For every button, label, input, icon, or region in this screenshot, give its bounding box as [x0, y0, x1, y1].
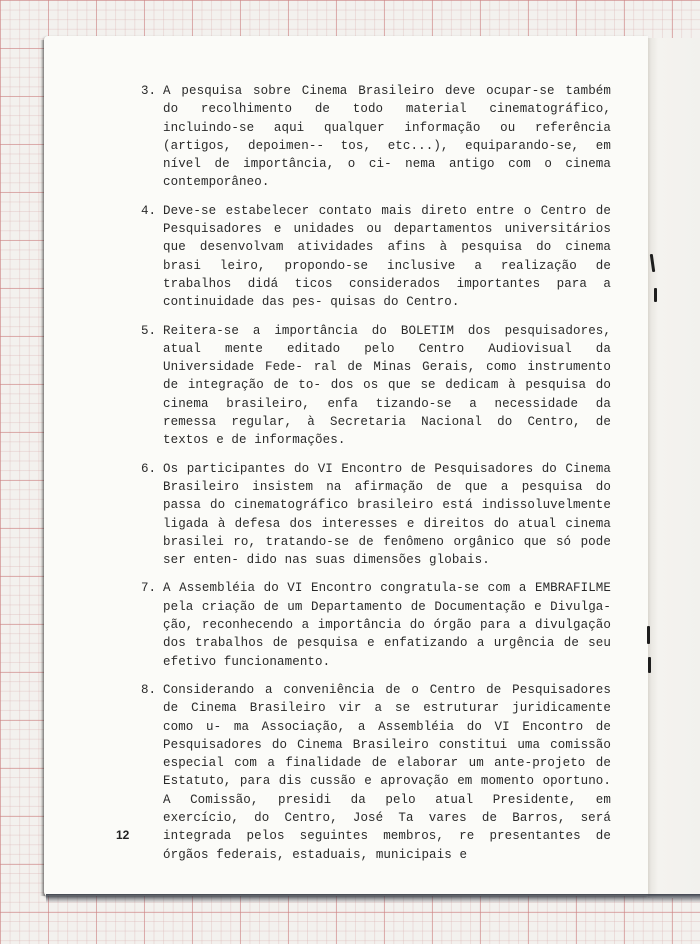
list-item — [141, 322, 611, 450]
list-item — [141, 681, 611, 864]
margin-mark — [648, 657, 651, 673]
item-number: 4. — [141, 203, 157, 218]
item-number: 8. — [141, 682, 157, 697]
facing-page-edge — [648, 38, 700, 898]
list-item — [141, 460, 611, 570]
item-text: A pesquisa sobre Cinema Brasileiro deve ocupar-se também do recolhimento de todo material cinematográfico, incluindo-se aqui qualquer informação ou referência (artigos, depoimen-- tos, etc...), equiparando-se, em nível de importância, o ci- nema antigo com o cinema contemporâneo. — [163, 84, 611, 190]
item-text: Considerando a conveniência de o Centro de Pesquisadores de Cinema Brasileiro vir a se estruturar juridicamente como u- ma Associação, a Assembléia do VI Encontro de Pesquisadores do Cinema Brasileiro constitui uma comissão especial com a finalidade de elaborar um ante-projeto de Estatuto, para dis cussão e aprovação em momento oportuno. A Comissão, presidi da pelo atual Presidente, em exercício, do Centro, José Ta vares de Barros, será integrada pelos seguintes membros, re presentantes de órgãos federais, estaduais, municipais e — [163, 682, 611, 862]
item-text: Reitera-se a importância do BOLETIM dos pesquisadores, atual mente editado pelo Centro Audiovisual da Universidade Fede- ral de Minas Gerais, como instrumento de integração de to- dos os que se dedicam à pesquisa do cinema brasileiro, enfa tizando-se a necessidade da remessa regular, à Secretaria Nacional do Centro, de textos e de informações. — [163, 323, 611, 448]
list-item — [141, 202, 611, 312]
item-number: 3. — [141, 84, 157, 98]
item-text: Deve-se estabelecer contato mais direto entre o Centro de Pesquisadores e unidades ou departamentos universitários que desenvolvam atividades afins à pesquisa do cinema brasi leiro, propondo-se inclusive a realização de trabalhos didá ticos considerados importantes para a continuidade das pes- quisas do Centro. — [163, 203, 611, 310]
list-item — [141, 82, 611, 192]
margin-mark — [647, 626, 650, 644]
page-bottom-shadow — [46, 894, 700, 903]
page-number: 12 — [116, 828, 130, 842]
margin-mark — [654, 288, 657, 302]
item-text: Os participantes do VI Encontro de Pesquisadores do Cinema Brasileiro insistem na afirmação de que a pesquisa do passa do cinematográfico brasileiro está indissoluvelmente ligada à defesa dos interesses e direitos do atual cinema brasilei ro, tratando-se de fenômeno orgânico que só pode ser enten- dido nas suas dimensões globais. — [163, 461, 611, 568]
item-number: 7. — [141, 581, 157, 596]
document-body — [141, 82, 611, 874]
item-text: A Assembléia do VI Encontro congratula-se com a EMBRAFILME pela criação de um Departamento de Documentação e Divulga- ção, reconhecendo a importância do órgão para a divulgação dos trabalhos de pesquisa e enfatizando a urgência de seu efetivo funcionamento. — [163, 581, 611, 669]
item-number: 5. — [141, 323, 157, 338]
list-item — [141, 579, 611, 670]
item-number: 6. — [141, 461, 157, 476]
